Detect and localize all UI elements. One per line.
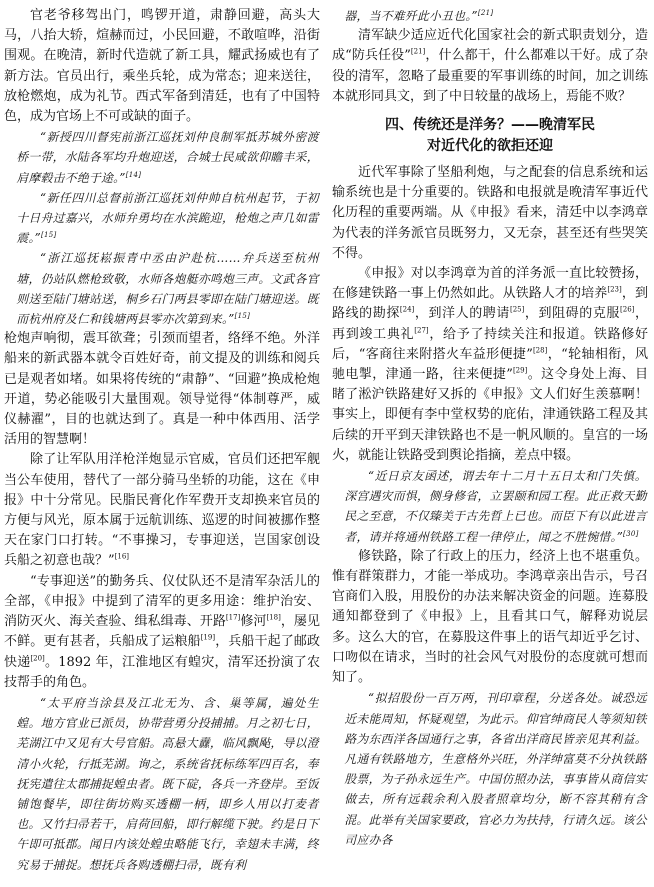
text-run: ，屡见不鲜。更有甚者，兵船成了运粮船: [4, 614, 320, 650]
text-run: 枪炮声响彻，震耳欲聋；引颈而望者，络绎不绝。外洋船来的新武器本就令百姓好奇，前文提及的训练和阅兵已是观者如堵。如果将传统的“肃静”、“回避”换成枪炮开道，势必能吸引大量围观。领导觉得“体制尊严，威仪赫濯”，目的也就达到了。真是一种中体西用、活学活用的智慧啊！: [4, 331, 320, 448]
body-paragraph: [332, 547, 648, 688]
citation-marker: [30]: [623, 529, 639, 538]
citation-marker: [24]: [399, 306, 415, 315]
citation-marker: [15]: [41, 231, 57, 240]
section-heading-line-1: 四、传统还是洋务？——晚清军民: [385, 117, 595, 134]
citation-marker: [17]: [225, 613, 241, 622]
body-paragraph: [332, 163, 648, 264]
citation-marker: [28]: [532, 346, 548, 355]
text-run: 器，当不难歼此小丑也。”: [344, 9, 478, 23]
body-paragraph: [4, 6, 320, 127]
citation-marker: [20]: [30, 654, 45, 663]
body-paragraph: [332, 264, 648, 466]
section-heading: [332, 115, 648, 157]
citation-marker: [26]: [620, 306, 635, 315]
text-run: ，到洋人的聘请: [414, 306, 510, 322]
text-run: ，兵船干起了邮政快递: [4, 634, 320, 670]
citation-marker: [21]: [410, 48, 426, 57]
right-column-bottom: [332, 163, 648, 850]
block-quote: [4, 248, 320, 329]
right-column: [332, 6, 648, 887]
text-run: “浙江巡抚崧振青中丞由沪赴杭……弁兵送至杭州塘，仍站队燃枪致敬，水师各炮艇亦鸣炮三声。文武各官则送至陆门塘站送，桐乡石门两县零即在陆门塘迎送。既而杭州府及仁和钱塘两县零亦次第到来。”: [16, 251, 319, 327]
citation-marker: [14]: [125, 170, 142, 179]
citation-marker: [16]: [114, 553, 130, 562]
text-run: 近代军事除了坚船利炮，与之配套的信息系统和运输系统也是十分重要的。铁路和电报就是晚清军事近代化历程的重要两端。从《申报》看来，清廷中以李鸿章为代表的洋务派官员既努力，又无奈，甚至还有些哭笑不得。: [332, 165, 648, 261]
text-run: ，“轮轴相衔，风驰电掣，津通一路，往来便捷”: [332, 346, 648, 383]
right-column-top: [332, 6, 648, 107]
citation-marker: [23]: [607, 285, 622, 294]
citation-marker: [19]: [200, 633, 216, 642]
text-run: “太平府当涂县及江北无为、含、巢等属，遍处生蝗。地方官业已派员，协带营勇分投捕捕。月之初七日，芜湖江中又见有大号官船。高悬大纛，临风飘飐，导以澄清小火轮，行抵芜湖。询之，系统省抚标练军四百名，奉抚宪遣往太郡捕捉蝗虫者。既下碇，各兵一齐登岸。至饭铺饱餐毕，即往街坊购买透棚一柄，即乡人用以打麦者也。又竹扫帚若干，肩荷回船，即行解缆下驶。约是日下午即可抵郡。闻日内该处蝗虫略能飞行，幸翅未丰满，终究易于捕捉。想抚兵各购透棚扫帚，既有利: [16, 695, 319, 872]
citation-marker: [27]: [414, 326, 429, 335]
text-run: 《申报》对以李鸿章为首的洋务派一直比较赞扬，在修建铁路一事上仍然如此。从铁路人才的培养: [332, 266, 648, 302]
body-paragraph: [4, 450, 320, 571]
text-run: “新授四川督宪前浙江巡抚刘仲良制军抵苏城外密渡桥一带，水陆各军均升炮迎送，合城士民咸欲仰瞻丰采，肩摩毂击不绝于途。”: [16, 130, 319, 185]
body-paragraph: [332, 26, 648, 107]
block-quote: [4, 127, 320, 188]
body-paragraph: [4, 572, 320, 693]
block-quote: [4, 188, 320, 249]
block-quote: [332, 466, 648, 547]
text-run: ，什么都干，什么都难以干好。成了杂役的清军，忽略了最重要的军事训练的时间，加之训练本就形同具文，到了中日较量的战场上，焉能不败？: [332, 48, 648, 104]
text-run: 。1892 年，江淮地区有蝗灾，清军还扮演了农技帮手的角色。: [4, 654, 320, 690]
text-run: “近日京友函述，谓去年十二月十五日太和门失慎。深宫遇灾而惧，侧身修省，立罢颐和园工程。此正救天勤民之至意，不仅臻美于古先哲上已也。而臣下有以此进言者，请并将通州铁路工程一律停止，闻之不胜惋惜。”: [344, 469, 647, 544]
left-column: [4, 6, 320, 887]
block-quote: [4, 693, 320, 875]
block-quote: [332, 688, 648, 850]
text-run: 官老爷移驾出门，鸣锣开道，肃静回避，高头大马，八抬大轿，煊赫而过，小民回避，不敢喧哗，沿街围观。在晚清，新时代造就了新工具，耀武扬威也有了新方法。官员出行，乘坐兵轮，成为常态；迎来送往，放枪燃炮，成为礼节。西式军备到清廷，也有了中国特色，成为官场上不可或缺的面子。: [4, 8, 320, 125]
text-run: 修铁路，除了行政上的压力，经济上也不堪重负。惟有群策群力，才能一举成功。李鸿章亲出告示，号召官商们入股，用股份的办法来解决资金的问题。连募股通知都登到了《申报》上，且看其口气，解释劝说层多。这么大的官，在募股这件事上的语气却近乎乞讨、口吻似在请求，当时的社会风气对股份的态度就可想而知了。: [332, 548, 648, 686]
citation-marker: [18]: [266, 613, 281, 622]
citation-marker: [29]: [512, 366, 528, 375]
section-heading-line-2: 对近代化的欲拒还迎: [427, 138, 553, 155]
text-run: ，再到竣工典礼: [332, 306, 648, 342]
text-run: “拟招股份一百万两，刊印章程，分送各处。诚恐远近未能周知，怀疑观望，为此示。仰官绅商民人等须知铁路为东西洋各国通行之事，各省出洋商民皆亲见其利益。凡通有铁路地方，生意格外兴旺，外洋绅富莫不分执铁路股票，为子孙永远生产。中国仿照办法，事事皆从商信实做去，所有远载余利入股者照章均分，断不容其稍有含混。此举有关国家要政，官必力为扶持，行请久远。该公司应办各: [344, 691, 647, 847]
text-run: 清军缺少适应近代化国家社会的新式职责划分，造成“防兵任役”: [332, 28, 648, 64]
text-run: ，给予了持续关注和报道。铁路修好后，“客商往来附搭火车益形便捷”: [332, 326, 648, 362]
citation-marker: [15]: [234, 312, 251, 321]
text-run: 除了让军队用洋枪洋炮显示官威，官员们还把军舰当公车使用，替代了一部分骑马坐轿的功能，这在《申报》中十分常见。民脂民膏化作军费开支却换来官员的方便与风光，原本属于远航训练、巡逻的时间被挪作整天在家门口打转。“不事操习，专事迎送，岂国家创设兵船之初意也哉？”: [4, 452, 320, 569]
text-run: ，到路线的勘探: [332, 286, 648, 322]
text-run: “专事迎送”的勤务兵、仪仗队还不是清军杂活儿的全部，《申报》中提到了清军的更多用途：维护治安、消防灭火、海关查验、缉私缉毒、开路: [4, 573, 320, 630]
citation-marker: [21]: [477, 9, 494, 18]
text-run: “新任四川总督前浙江巡抚刘仲帅自杭州起节，于初十日舟过嘉兴，水师弁勇均在水滨跪迎，枪炮之声几如雷震。”: [16, 190, 319, 246]
body-paragraph: [4, 329, 320, 450]
text-run: 修河: [240, 614, 267, 630]
text-run: ，到阻碍的克服: [524, 306, 621, 322]
block-quote: [332, 6, 648, 26]
text-run: 。这令身处上海、目睹了淞沪铁路建好又拆的《申报》文人们好生羡慕啊！事实上，即便有李中堂权势的庇佑，津通铁路工程及其后续的开平到天津铁路也不是一帆风顺的。皇宫的一场火，就能让铁路受到舆论指摘，差点中辍。: [332, 367, 648, 463]
citation-marker: [25]: [509, 306, 525, 315]
